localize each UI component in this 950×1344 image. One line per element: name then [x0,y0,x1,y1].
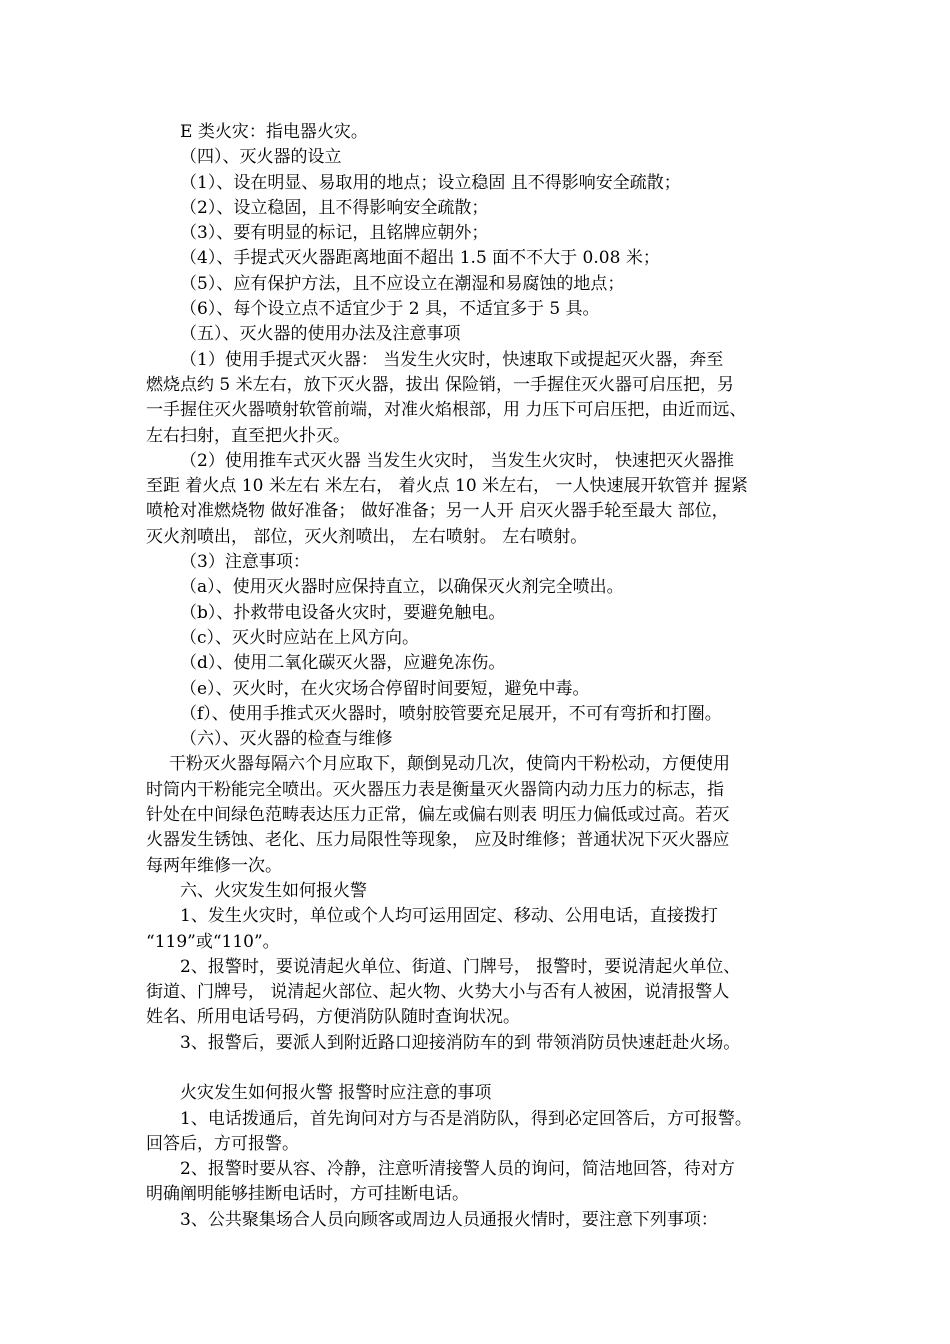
section-heading: 六、火灾发生如何报火警 [180,880,367,901]
text-line: （3）注意事项： [180,552,310,573]
text-line: 3、报警后，要派人到附近路口迎接消防车的到 带领消防员快速赶赴火场。 [180,1032,741,1053]
document-body [146,120,826,1233]
section-heading: （六）、灭火器的检查与维修 [180,729,393,750]
text-line: 干粉灭火器每隔六个月应取下，颠倒晃动几次，使筒内干粉松动，方便使用 [169,754,730,775]
text-line: （d）、使用二氧化碳灭火器，应避免冻伤。 [180,653,506,674]
text-line: 1、电话拨通后，首先询问对方与否是消防队，得到必定回答后，方可报警。 [180,1108,752,1129]
text-line: 姓名、所用电话号码，方便消防队随时查询状况。 [146,1007,520,1028]
text-line: 2、报警时，要说清起火单位、街道、门牌号， 报警时，要说清起火单位、 [180,956,741,977]
text-line: 3、公共聚集场合人员向顾客或周边人员通报火情时，要注意下列事项： [180,1209,718,1230]
text-line: 明确阐明能够挂断电话时，方可挂断电话。 [146,1184,469,1205]
text-line: 街道、门牌号， 说清起火部位、起火物、火势大小与否有人被困，说清报警人 [146,982,730,1003]
text-line: 每两年维修一次。 [146,855,282,876]
text-line: （b）、扑救带电设备火灾时，要避免触电。 [180,602,506,623]
text-line: 1、发生火灾时，单位或个人均可运用固定、移动、公用电话，直接拨打 [180,906,718,927]
text-line: （1）、设在明显、易取用的地点；设立稳固 且不得影响安全疏散； [180,172,681,193]
text-line: （2）使用推车式灭火器 当发生火灾时， 当发生火灾时， 快速把灭火器推 [180,450,735,471]
section-heading: 火灾发生如何报火警 报警时应注意的事项 [180,1083,492,1104]
text-line: （f）、使用手推式灭火器时，喷射胶管要充足展开，不可有弯折和打圈。 [180,703,722,724]
text-line: （4）、手提式灭火器距离地面不超出 1.5 面不不大于 0.08 米； [180,248,660,269]
text-line: （6）、每个设立点不适宜少于 2 具，不适宜多于 5 具。 [180,299,600,320]
text-line: （5）、应有保护方法，且不应设立在潮湿和易腐蚀的地点； [180,273,625,294]
text-line: （e）、灭火时，在火灾场合停留时间要短，避免中毒。 [180,678,590,699]
text-line: （2）、设立稳固，且不得影响安全疏散； [180,197,489,218]
text-line: 回答后，方可报警。 [146,1133,299,1154]
text-line: “119”或“110”。 [146,931,280,952]
text-line: 一手握住灭火器喷射软管前端，对准火焰根部，用 力压下可启压把，由近而远、 [146,400,747,421]
blank-line [146,1056,826,1081]
text-line: （a）、使用灭火器时应保持直立，以确保灭火剂完全喷出。 [180,577,624,598]
text-line: 2、报警时要从容、冷静，注意听清接警人员的询问，简洁地回答，待对方 [180,1159,735,1180]
text-line: 针处在中间绿色范畴表达压力正常，偏左或偏右则表 明压力偏低或过高。若灭 [146,805,730,826]
text-line: 时筒内干粉能完全喷出。灭火器压力表是衡量灭火器筒内动力压力的标志，指 [146,779,724,800]
section-heading: （四）、灭火器的设立 [180,147,342,168]
text-line: （c）、灭火时应站在上风方向。 [180,627,420,648]
text-line: 左右扫射，直至把火扑灭。 [146,425,350,446]
section-heading: （五）、灭火器的使用办法及注意事项 [180,324,461,345]
text-line: 灭火剂喷出， 部位，灭火剂喷出， 左右喷射。 左右喷射。 [146,526,588,547]
text-line: E 类火灾：指电器火灾。 [180,122,368,142]
text-line: 喷枪对准燃烧物 做好准备； 做好准备；另一人开 启灭火器手轮至最大 部位， [146,501,729,522]
text-line: 至距 着火点 10 米左右 米左右， 着火点 10 米左右， 一人快速展开软管并 握紧 [146,476,748,497]
text-line: （1）使用手提式灭火器： 当发生火灾时，快速取下或提起灭火器，奔至 [180,349,724,370]
text-line: （3）、要有明显的标记，且铭牌应朝外； [180,223,489,244]
text-line: 火器发生锈蚀、老化、压力局限性等现象， 应及时维修；普通状况下灭火器应 [146,830,730,851]
text-line: 燃烧点约 5 米左右，放下灭火器，拔出 保险销，一手握住灭火器可启压把，另 [146,374,735,395]
